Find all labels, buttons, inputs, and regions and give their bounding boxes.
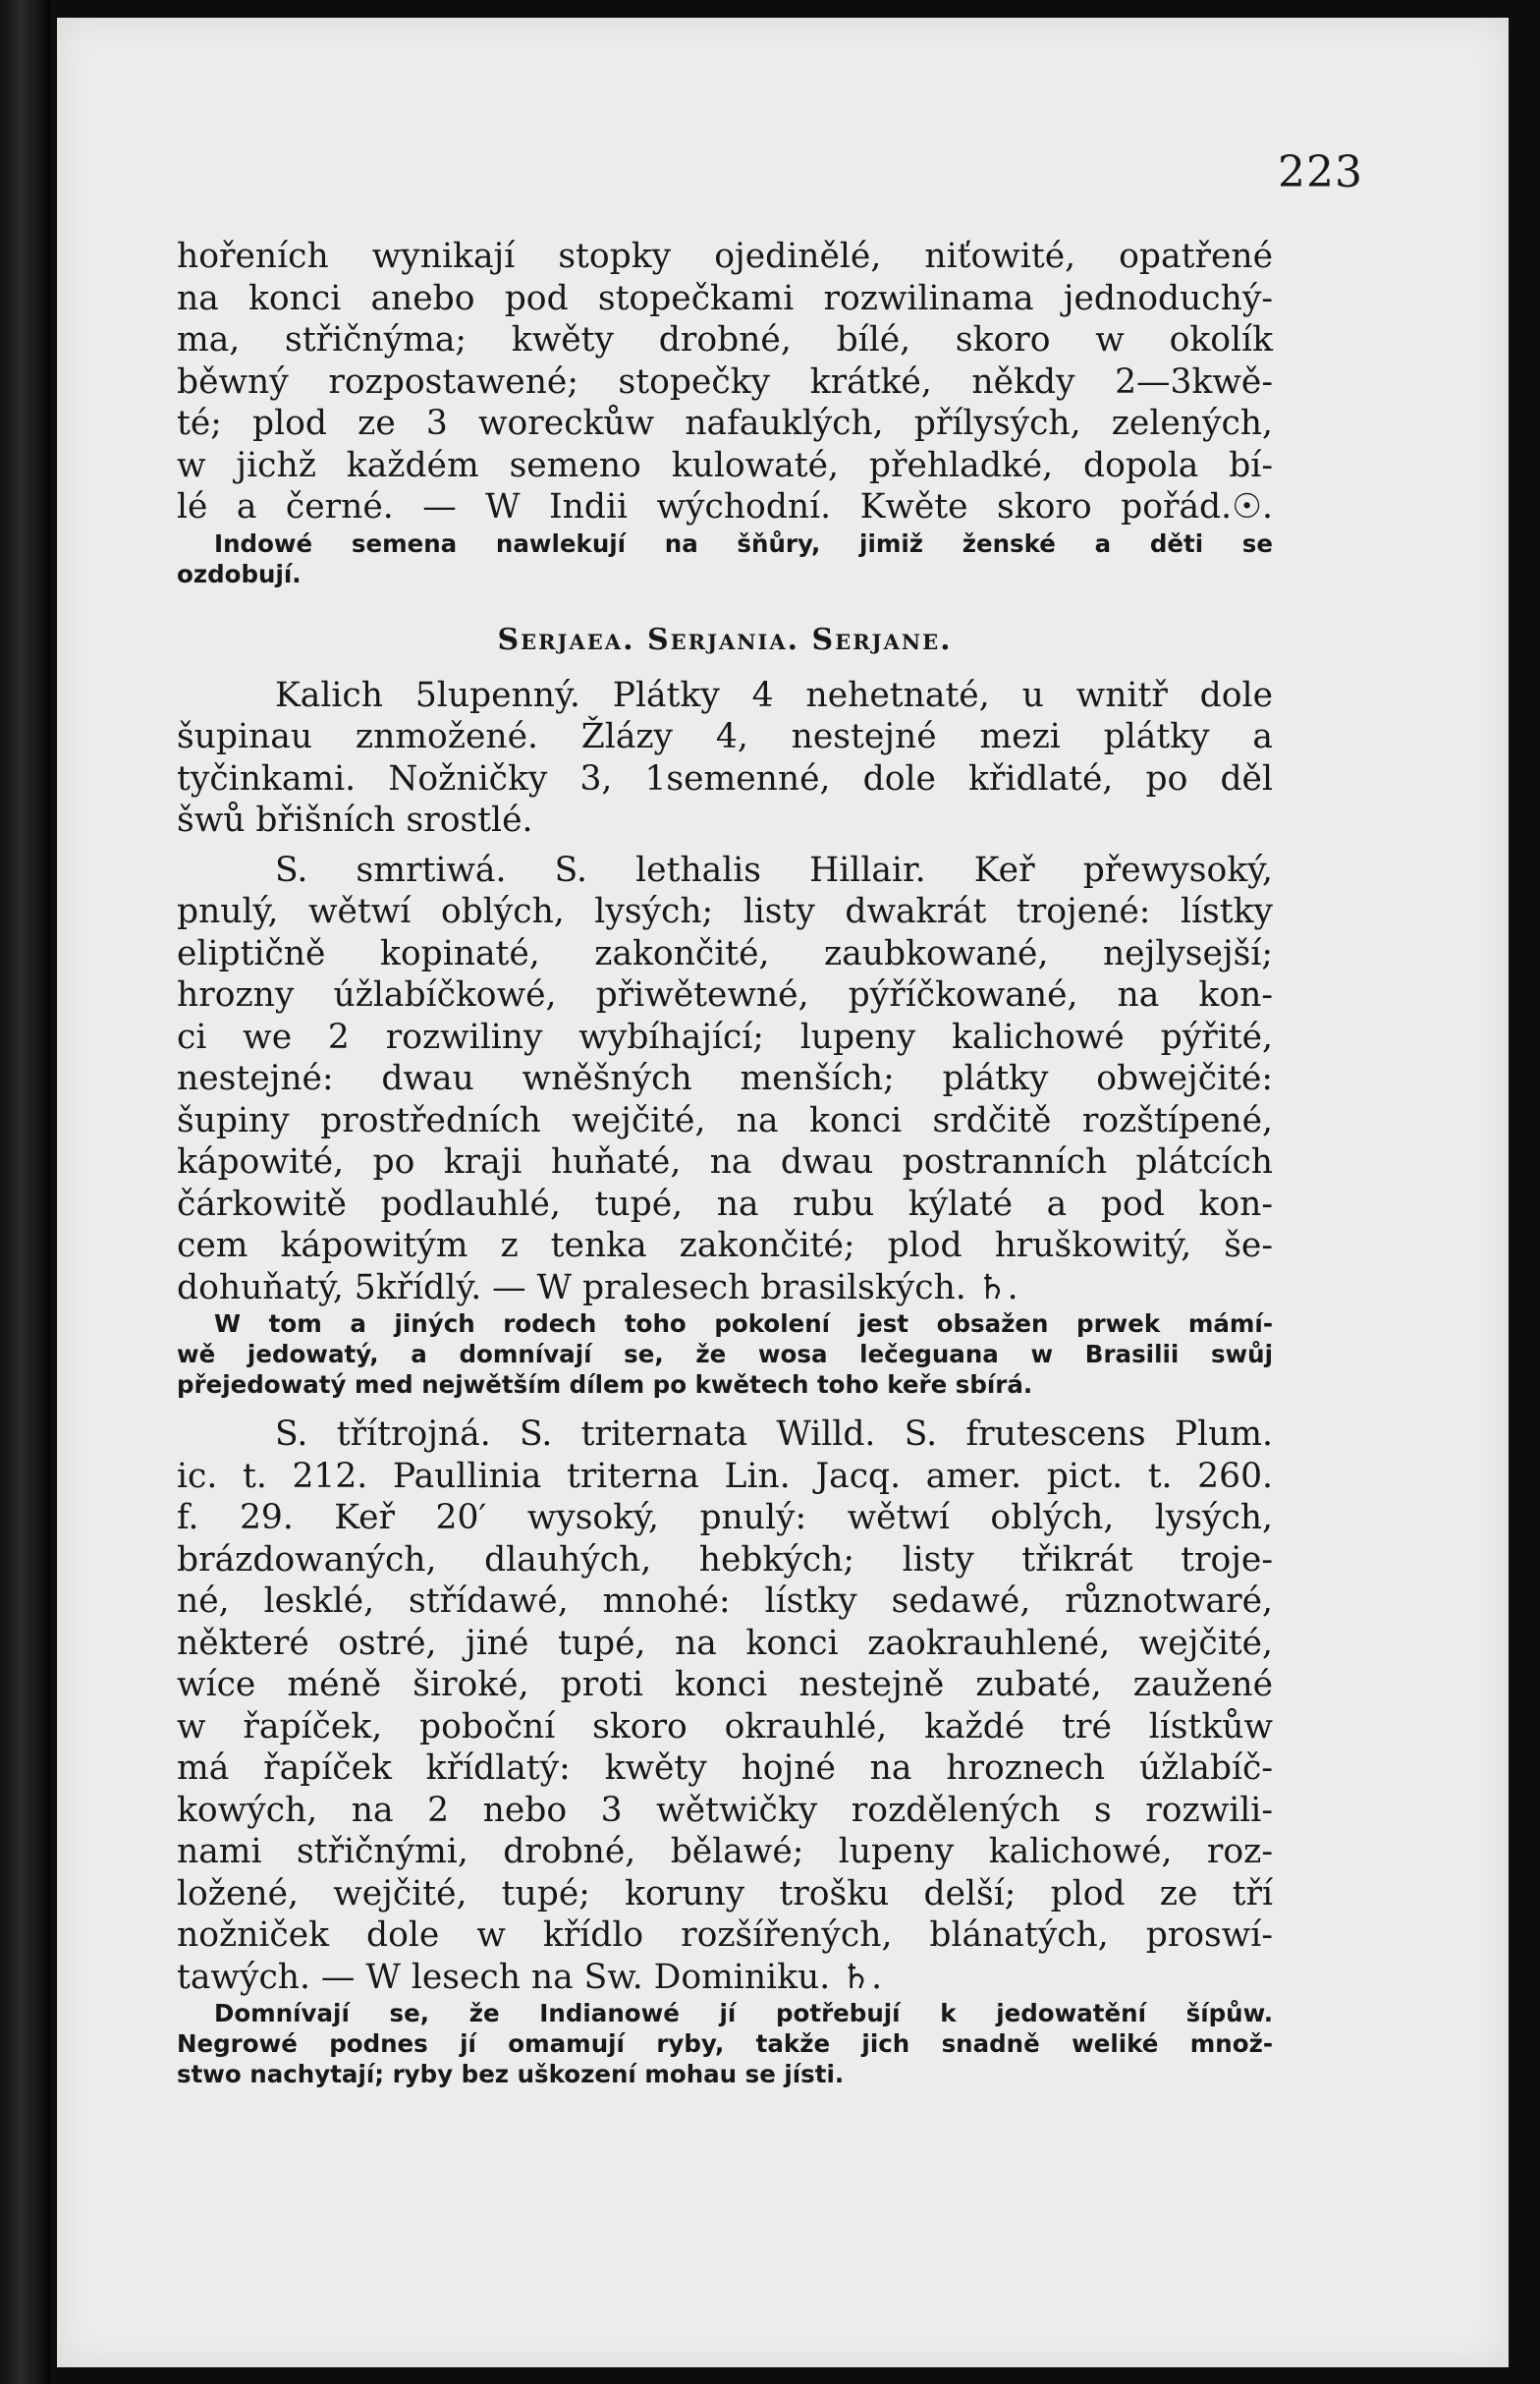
text-line: w jichž každém semeno kulowaté, přehladké, dopola bí- bbox=[177, 445, 1273, 485]
text-line: šupiny prostředních wejčité, na konci srdčitě rozštípené, bbox=[177, 1100, 1273, 1140]
text-line: kápowité, po kraji huňaté, na dwau postranních plátcích bbox=[177, 1142, 1273, 1182]
scan-edge bbox=[0, 0, 51, 2384]
text-line: má řapíček křídlatý: kwěty hojné na hroznech úžlabíč- bbox=[177, 1748, 1273, 1788]
text-line: šupinau znmožené. Žlázy 4, nestejné mezi plátky a bbox=[177, 717, 1273, 756]
text-line: nestejné: dwau wněšných menších; plátky obwejčité: bbox=[177, 1059, 1273, 1098]
note-line: W tom a jiných rodech toho pokolení jest obsažen prwek mámí- bbox=[214, 1309, 1273, 1338]
text-line: né, lesklé, střídawé, mnohé: lístky sedawé, různotwaré, bbox=[177, 1581, 1273, 1621]
text-line: hrozny úžlabíčkowé, přiwětewné, pýříčkowané, na kon- bbox=[177, 975, 1273, 1015]
note-line: Negrowé podnes jí omamují ryby, takže jich snadně weliké množ- bbox=[177, 2029, 1273, 2058]
note-line: Indowé semena nawlekují na šňůry, jimiž ženské a děti se bbox=[214, 528, 1273, 558]
note-2 bbox=[177, 1308, 1273, 1400]
text-line: cem kápowitým z tenka zakončité; plod hruškowitý, še- bbox=[177, 1226, 1273, 1265]
text-line: w řapíček, poboční skoro okrauhlé, každé tré lístkůw bbox=[177, 1706, 1273, 1746]
text-line: wíce méně široké, proti konci nestejně zubaté, zaužené bbox=[177, 1665, 1273, 1704]
text-line: čárkowitě podlauhlé, tupé, na rubu kýlaté a pod kon- bbox=[177, 1184, 1273, 1224]
page-content bbox=[177, 236, 1273, 2089]
paragraph-1 bbox=[177, 236, 1273, 528]
text-line: ci we 2 rozwiliny wybíhající; lupeny kalichowé pýřité, bbox=[177, 1017, 1273, 1057]
text-line: šwů břišních srostlé. bbox=[177, 801, 533, 840]
text-line: eliptičně kopinaté, zakončité, zaubkowané, nejlysejší; bbox=[177, 933, 1273, 973]
text-line: Kalich 5lupenný. Plátky 4 nehetnaté, u wnitř dole bbox=[275, 675, 1273, 715]
book-page bbox=[57, 18, 1509, 2367]
note-line: přejedowatý med nejwětším dílem po kwětech toho keře sbírá. bbox=[177, 1370, 1033, 1399]
page-number: 223 bbox=[1278, 147, 1363, 197]
paragraph-species-triternata bbox=[177, 1414, 1273, 1998]
text-line: ic. t. 212. Paullinia triterna Lin. Jacq. amer. pict. t. 260. bbox=[177, 1456, 1273, 1496]
note-1 bbox=[177, 528, 1273, 589]
text-line: některé ostré, jiné tupé, na konci zaokrauhlené, wejčité, bbox=[177, 1623, 1273, 1663]
text-line: dohuňatý, 5křídlý. — W pralesech brasilských. ♄. bbox=[177, 1267, 1018, 1307]
text-line: ložené, wejčité, tupé; koruny trošku delší; plod ze tří bbox=[177, 1873, 1273, 1913]
text-line: ma, střičnýma; kwěty drobné, bílé, skoro w okolík bbox=[177, 320, 1273, 360]
paragraph-genus-description bbox=[177, 675, 1273, 842]
text-line: tyčinkami. Nožničky 3, 1semenné, dole křidlaté, po děl bbox=[177, 758, 1273, 799]
text-line: S. třítrojná. S. triternata Willd. S. frutescens Plum. bbox=[275, 1414, 1273, 1454]
paragraph-species-lethalis bbox=[177, 850, 1273, 1309]
text-line: S. smrtiwá. S. lethalis Hillair. Keř přewysoký, bbox=[275, 850, 1273, 890]
note-line: Domnívají se, že Indianowé jí potřebují k jedowatění šípůw. bbox=[214, 1999, 1273, 2027]
text-line: nami střičnými, drobné, bělawé; lupeny kalichowé, roz- bbox=[177, 1832, 1273, 1871]
text-line: nožniček dole w křídlo rozšířených, blánatých, proswí- bbox=[177, 1915, 1273, 1955]
genus-heading: Serjaea. Serjania. Serjane. bbox=[497, 622, 953, 657]
text-line: brázdowaných, dlauhých, hebkých; listy třikrát troje- bbox=[177, 1539, 1273, 1580]
text-line: pnulý, wětwí oblých, lysých; listy dwakrát trojené: lístky bbox=[177, 892, 1273, 931]
text-line: té; plod ze 3 woreckůw nafauklých, přílysých, zelených, bbox=[177, 404, 1273, 443]
text-line: tawých. — W lesech na Sw. Dominiku. ♄. bbox=[177, 1957, 883, 1997]
text-line: běwný rozpostawené; stopečky krátké, někdy 2—3kwě- bbox=[177, 361, 1273, 402]
note-line: wě jedowatý, a domnívají se, že wosa lečeguana w Brasilii swůj bbox=[177, 1340, 1273, 1368]
text-line: f. 29. Keř 20′ wysoký, pnulý: wětwí oblých, lysých, bbox=[177, 1498, 1273, 1537]
text-line: lé a černé. — W Indii wýchodní. Kwěte skoro pořád.☉. bbox=[177, 487, 1273, 527]
note-line: stwo nachytají; ryby bez uškození mohau se jísti. bbox=[177, 2060, 845, 2088]
text-line: hořeních wynikají stopky ojedinělé, niťowité, opatřené bbox=[177, 237, 1273, 276]
text-line: kowých, na 2 nebo 3 wětwičky rozdělených s rozwili- bbox=[177, 1790, 1273, 1830]
note-line: ozdobují. bbox=[177, 559, 302, 588]
note-3 bbox=[177, 1998, 1273, 2089]
text-line: na konci anebo pod stopečkami rozwilinama jednoduchý- bbox=[177, 278, 1273, 318]
